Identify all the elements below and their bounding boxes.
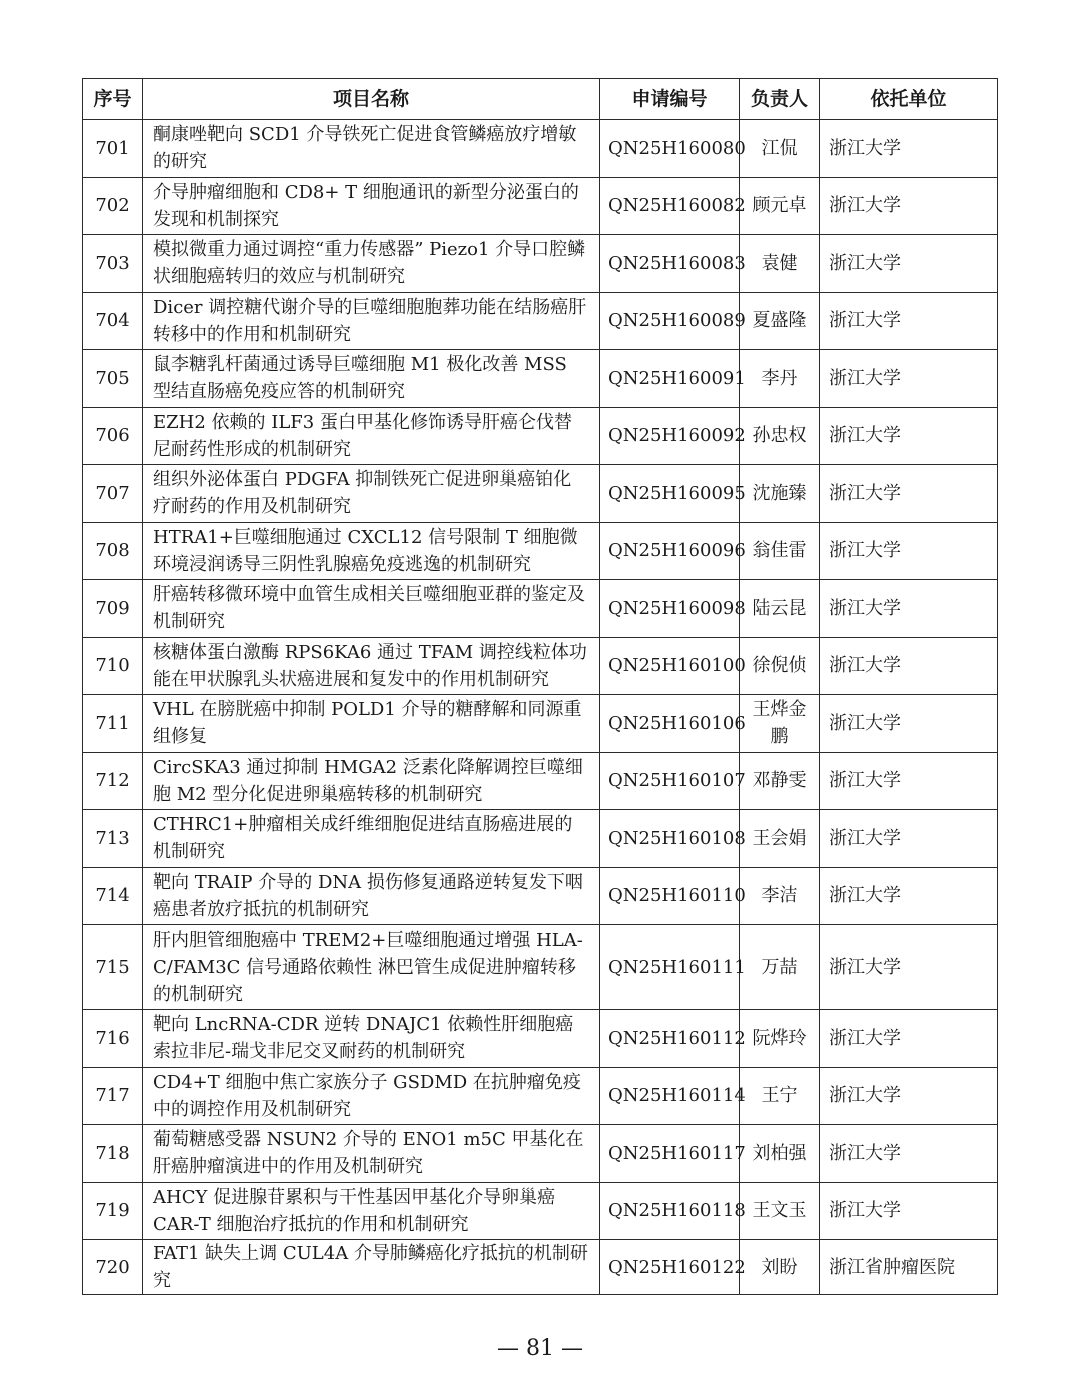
row-pi: 陆云昆	[740, 580, 820, 638]
row-title: 靶向 TRAIP 介导的 DNA 损伤修复通路逆转复发下咽癌患者放疗抵抗的机制研究	[143, 867, 600, 925]
page-number: — 81 —	[497, 1336, 583, 1361]
row-code: QN25H160117	[600, 1125, 740, 1183]
row-pi: 孙忠权	[740, 407, 820, 465]
row-title: 靶向 LncRNA-CDR 逆转 DNAJC1 依赖性肝细胞癌索拉非尼-瑞戈非尼交叉耐药的机制研究	[143, 1010, 600, 1068]
row-num: 704	[83, 292, 143, 350]
row-unit: 浙江大学	[820, 752, 998, 810]
row-unit: 浙江大学	[820, 810, 998, 868]
row-num: 711	[83, 695, 143, 753]
row-unit: 浙江大学	[820, 1125, 998, 1183]
row-unit: 浙江大学	[820, 1182, 998, 1240]
row-unit: 浙江大学	[820, 1067, 998, 1125]
row-unit: 浙江大学	[820, 637, 998, 695]
row-unit: 浙江大学	[820, 925, 998, 1010]
row-code: QN25H160082	[600, 177, 740, 235]
row-title: CircSKA3 通过抑制 HMGA2 泛素化降解调控巨噬细胞 M2 型分化促进卵巢癌转移的机制研究	[143, 752, 600, 810]
row-title: HTRA1+巨噬细胞通过 CXCL12 信号限制 T 细胞微环境浸润诱导三阴性乳腺癌免疫逃逸的机制研究	[143, 522, 600, 580]
row-num: 716	[83, 1010, 143, 1068]
row-unit: 浙江大学	[820, 465, 998, 523]
table-row	[83, 925, 998, 1010]
header-unit: 依托单位	[820, 79, 998, 120]
row-title: 核糖体蛋白激酶 RPS6KA6 通过 TFAM 调控线粒体功能在甲状腺乳头状癌进展和复发中的作用机制研究	[143, 637, 600, 695]
header-pi: 负责人	[740, 79, 820, 120]
row-num: 709	[83, 580, 143, 638]
row-num: 701	[83, 120, 143, 178]
table-row	[83, 177, 998, 235]
table-row	[83, 465, 998, 523]
table-row	[83, 1125, 998, 1183]
row-unit: 浙江大学	[820, 407, 998, 465]
table-row	[83, 752, 998, 810]
row-title: FAT1 缺失上调 CUL4A 介导肺鳞癌化疗抵抗的机制研究	[143, 1240, 600, 1295]
table-row	[83, 350, 998, 408]
row-code: QN25H160122	[600, 1240, 740, 1295]
row-code: QN25H160096	[600, 522, 740, 580]
row-title: 鼠李糖乳杆菌通过诱导巨噬细胞 M1 极化改善 MSS 型结直肠癌免疫应答的机制研究	[143, 350, 600, 408]
row-pi: 王烨金鹏	[740, 695, 820, 753]
row-title: 葡萄糖感受器 NSUN2 介导的 ENO1 m5C 甲基化在肝癌肿瘤演进中的作用及机制研究	[143, 1125, 600, 1183]
row-pi: 翁佳雷	[740, 522, 820, 580]
row-pi: 顾元卓	[740, 177, 820, 235]
row-code: QN25H160098	[600, 580, 740, 638]
row-pi: 万喆	[740, 925, 820, 1010]
row-code: QN25H160091	[600, 350, 740, 408]
row-pi: 刘盼	[740, 1240, 820, 1295]
table-row	[83, 867, 998, 925]
row-num: 702	[83, 177, 143, 235]
table-row	[83, 1067, 998, 1125]
row-num: 717	[83, 1067, 143, 1125]
row-unit: 浙江大学	[820, 120, 998, 178]
row-pi: 王文玉	[740, 1182, 820, 1240]
row-num: 718	[83, 1125, 143, 1183]
table-row	[83, 580, 998, 638]
row-num: 714	[83, 867, 143, 925]
row-title: Dicer 调控糖代谢介导的巨噬细胞胞葬功能在结肠癌肝转移中的作用和机制研究	[143, 292, 600, 350]
table-body	[83, 120, 998, 1295]
project-table	[82, 78, 998, 1295]
row-num: 715	[83, 925, 143, 1010]
table-row	[83, 235, 998, 293]
row-title: 酮康唑靶向 SCD1 介导铁死亡促进食管鳞癌放疗增敏的研究	[143, 120, 600, 178]
table-row	[83, 1010, 998, 1068]
row-code: QN25H160080	[600, 120, 740, 178]
row-num: 708	[83, 522, 143, 580]
row-title: AHCY 促进腺苷累积与干性基因甲基化介导卵巢癌 CAR-T 细胞治疗抵抗的作用和机制研究	[143, 1182, 600, 1240]
row-title: 介导肿瘤细胞和 CD8+ T 细胞通讯的新型分泌蛋白的发现和机制探究	[143, 177, 600, 235]
row-num: 719	[83, 1182, 143, 1240]
row-pi: 夏盛隆	[740, 292, 820, 350]
row-title: 肝内胆管细胞癌中 TREM2+巨噬细胞通过增强 HLA-C/FAM3C 信号通路依赖性 淋巴管生成促进肿瘤转移的机制研究	[143, 925, 600, 1010]
table-row	[83, 292, 998, 350]
row-code: QN25H160112	[600, 1010, 740, 1068]
row-num: 713	[83, 810, 143, 868]
row-code: QN25H160095	[600, 465, 740, 523]
row-code: QN25H160100	[600, 637, 740, 695]
table-row	[83, 1182, 998, 1240]
row-pi: 李丹	[740, 350, 820, 408]
row-unit: 浙江大学	[820, 867, 998, 925]
header-title: 项目名称	[143, 79, 600, 120]
row-code: QN25H160110	[600, 867, 740, 925]
table-row	[83, 1240, 998, 1295]
row-code: QN25H160092	[600, 407, 740, 465]
table-header	[83, 79, 998, 120]
row-pi: 刘柏强	[740, 1125, 820, 1183]
row-title: CD4+T 细胞中焦亡家族分子 GSDMD 在抗肿瘤免疫中的调控作用及机制研究	[143, 1067, 600, 1125]
row-num: 703	[83, 235, 143, 293]
row-num: 712	[83, 752, 143, 810]
row-unit: 浙江大学	[820, 350, 998, 408]
row-code: QN25H160114	[600, 1067, 740, 1125]
row-unit: 浙江大学	[820, 522, 998, 580]
header-num: 序号	[83, 79, 143, 120]
row-title: VHL 在膀胱癌中抑制 POLD1 介导的糖酵解和同源重组修复	[143, 695, 600, 753]
row-pi: 沈施臻	[740, 465, 820, 523]
row-title: EZH2 依赖的 ILF3 蛋白甲基化修饰诱导肝癌仑伐替尼耐药性形成的机制研究	[143, 407, 600, 465]
row-code: QN25H160111	[600, 925, 740, 1010]
row-pi: 徐倪侦	[740, 637, 820, 695]
row-unit: 浙江大学	[820, 580, 998, 638]
row-pi: 王会娟	[740, 810, 820, 868]
row-title: 模拟微重力通过调控“重力传感器” Piezo1 介导口腔鳞状细胞癌转归的效应与机制研究	[143, 235, 600, 293]
table-row	[83, 695, 998, 753]
row-num: 720	[83, 1240, 143, 1295]
row-pi: 邓静雯	[740, 752, 820, 810]
row-num: 710	[83, 637, 143, 695]
row-pi: 袁健	[740, 235, 820, 293]
row-num: 705	[83, 350, 143, 408]
row-unit: 浙江大学	[820, 292, 998, 350]
table-row	[83, 637, 998, 695]
row-code: QN25H160106	[600, 695, 740, 753]
row-code: QN25H160089	[600, 292, 740, 350]
table-row	[83, 120, 998, 178]
header-code: 申请编号	[600, 79, 740, 120]
row-title: 组织外泌体蛋白 PDGFA 抑制铁死亡促进卵巢癌铂化疗耐药的作用及机制研究	[143, 465, 600, 523]
row-unit: 浙江省肿瘤医院	[820, 1240, 998, 1295]
row-code: QN25H160108	[600, 810, 740, 868]
row-code: QN25H160107	[600, 752, 740, 810]
row-unit: 浙江大学	[820, 1010, 998, 1068]
table-row	[83, 810, 998, 868]
row-pi: 阮烨玲	[740, 1010, 820, 1068]
row-num: 707	[83, 465, 143, 523]
row-num: 706	[83, 407, 143, 465]
row-title: 肝癌转移微环境中血管生成相关巨噬细胞亚群的鉴定及机制研究	[143, 580, 600, 638]
row-title: CTHRC1+肿瘤相关成纤维细胞促进结直肠癌进展的机制研究	[143, 810, 600, 868]
table-row	[83, 407, 998, 465]
row-unit: 浙江大学	[820, 177, 998, 235]
row-pi: 王宁	[740, 1067, 820, 1125]
table-row	[83, 522, 998, 580]
row-pi: 江侃	[740, 120, 820, 178]
row-unit: 浙江大学	[820, 235, 998, 293]
row-pi: 李洁	[740, 867, 820, 925]
row-code: QN25H160118	[600, 1182, 740, 1240]
row-code: QN25H160083	[600, 235, 740, 293]
row-unit: 浙江大学	[820, 695, 998, 753]
header-row	[83, 79, 998, 120]
